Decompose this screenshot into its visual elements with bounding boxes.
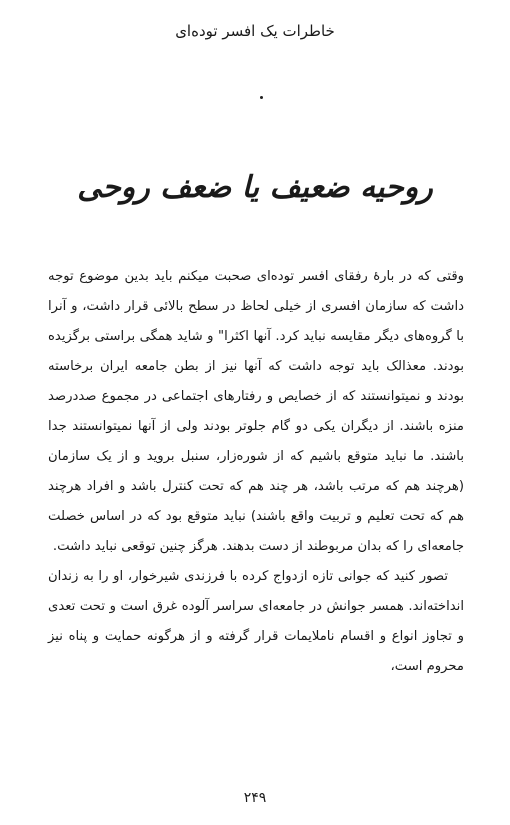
body-text [48,262,464,682]
page-number: ۲۴۹ [243,790,267,806]
chapter-title: روحیه ضعیف یا ضعف روحی [77,170,433,205]
paragraph-1: وقتی که در بارهٔ رفقای افسر توده‌ای صحبت میکنم باید بدین موضوع توجه داشت که سازمان افسری از خیلی لحاظ در سطح بالائی قرار داشت، و آنرا با گروه‌های دیگر مقایسه نباید کرد. آنها اکثرا" و شاید همگی براستی برگزیده بودند. معذالک باید توجه داشت که آنها نیز از بطن جامعه ایران برخاسته بودند و نمیتوانستند که از خصایص و رفتارهای اجتماعی در مجموع صددرصد منزه باشند. از دیگران یکی دو گام جلوتر بودند ولی از آنها نمیتوانستند جدا باشند. ما نباید متوقع باشیم که از شوره‌زار، سنبل بروید و از یک سازمان (هرچند هم که مرتب باشد، هر چند هم که تحت کنترل باشد و افراد هرچند هم که تحت تعلیم و تربیت واقع باشند) نباید متوقع بود که در اساس خصلت جامعه‌ای را که بدان مربوطند از دست بدهند. هرگز چنین توقعی نباید داشت. [48,269,464,554]
paragraph-2: تصور کنید که جوانی تازه ازدواج کرده با فرزندی شیرخوار، او را به زندان انداخته‌اند. همسر جوانش در جامعه‌ای سراسر آلوده غرق است و تحت تعدی و تجاوز انواع و اقسام ناملایمات قرار گرفته و از هرگونه حمایت و پناه نیز محروم است، [48,569,464,674]
running-header: خاطرات یک افسر توده‌ای [175,22,335,40]
ornament-dot [260,96,263,99]
